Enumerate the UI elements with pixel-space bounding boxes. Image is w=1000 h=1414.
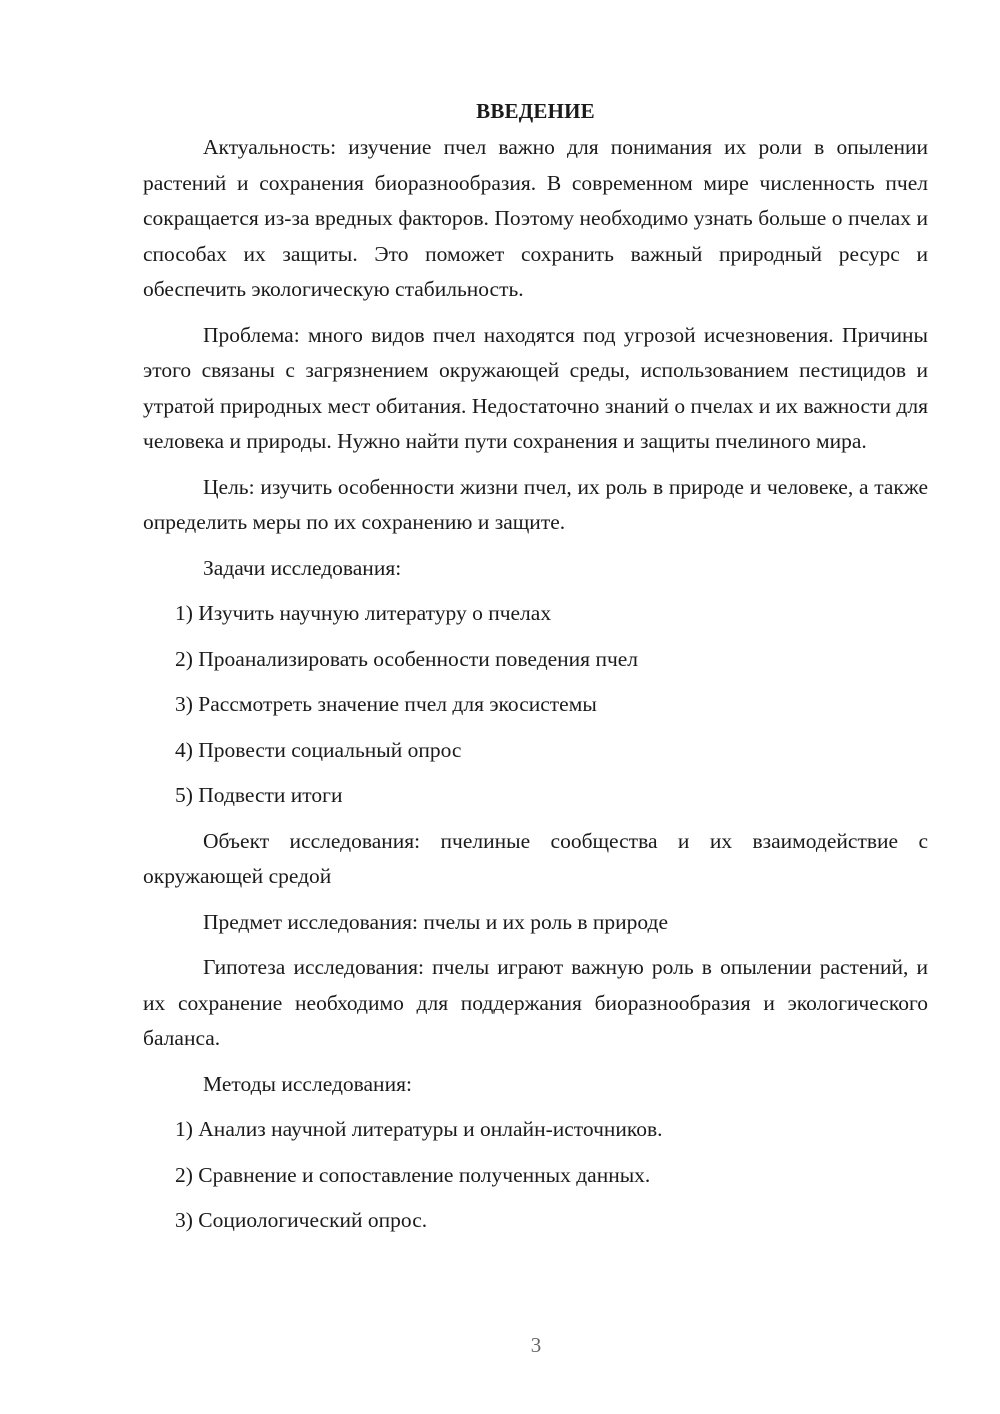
tasks-list xyxy=(143,596,928,814)
method-item: 2) Сравнение и сопоставление полученных данных. xyxy=(175,1162,651,1187)
section-title: ВВЕДЕНИЕ xyxy=(476,99,595,123)
method-item: 1) Анализ научной литературы и онлайн-источников. xyxy=(175,1117,663,1141)
hypothesis-paragraph: Гипотеза исследования: пчелы играют важную роль в опылении растений, и их сохранение необходимо для поддержания биоразнообразия и экологического баланса. xyxy=(143,955,928,1050)
methods-list xyxy=(143,1112,928,1239)
goal-paragraph: Цель: изучить особенности жизни пчел, их роль в природе и человеке, а также определить меры по их сохранению и защите. xyxy=(143,474,928,534)
task-item: 1) Изучить научную литературу о пчелах xyxy=(175,601,552,625)
object-paragraph: Объект исследования: пчелиные сообщества и их взаимодействие с окружающей средой xyxy=(143,828,928,888)
document-page xyxy=(143,96,928,1249)
page-number: 3 xyxy=(530,1333,542,1357)
methods-heading: Методы исследования: xyxy=(203,1071,412,1096)
relevance-paragraph: Актуальность: изучение пчел важно для понимания их роли в опылении растений и сохранения биоразнообразия. В современном мире численность пчел сокращается из-за вредных факторов. Поэтому необходимо узнать больше о пчелах и способах их защиты. Это поможет сохранить важный природный ресурс и обеспечить экологическую стабильность. xyxy=(143,135,928,301)
task-item: 3) Рассмотреть значение пчел для экосистемы xyxy=(175,692,597,716)
problem-paragraph: Проблема: много видов пчел находятся под угрозой исчезновения. Причины этого связаны с загрязнением окружающей среды, использованием пестицидов и утратой природных мест обитания. Недостаточно знаний о пчелах и их важности для человека и природы. Нужно найти пути сохранения и защиты пчелиного мира. xyxy=(143,322,928,453)
tasks-heading: Задачи исследования: xyxy=(203,555,402,580)
task-item: 4) Провести социальный опрос xyxy=(175,737,462,762)
task-item: 2) Проанализировать особенности поведения пчел xyxy=(175,646,639,671)
task-item: 5) Подвести итоги xyxy=(175,783,343,807)
method-item: 3) Социологический опрос. xyxy=(175,1208,428,1232)
subject-paragraph: Предмет исследования: пчелы и их роль в природе xyxy=(203,909,669,934)
